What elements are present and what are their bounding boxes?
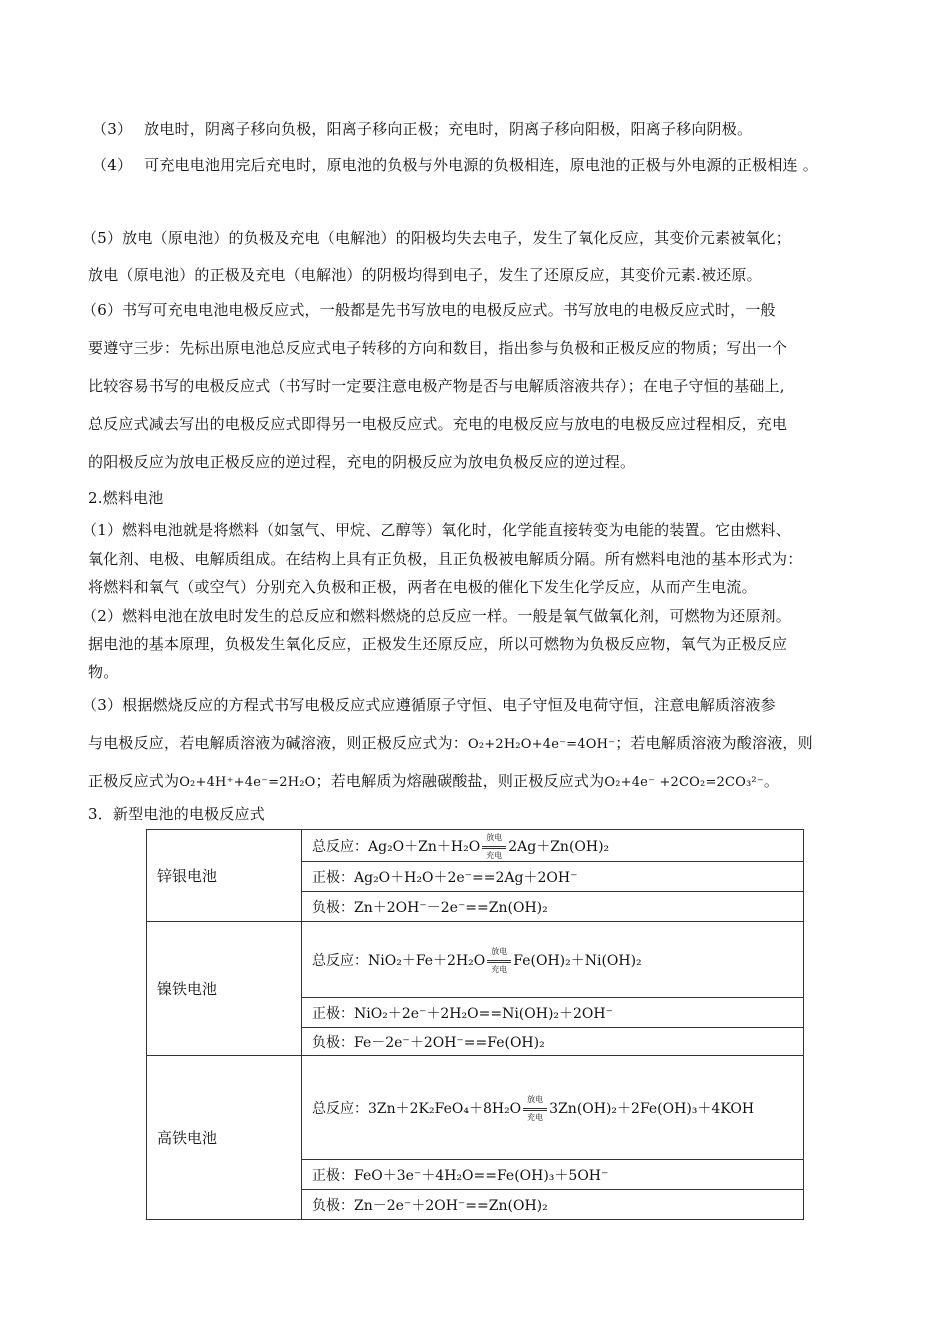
- negative-electrode-cell: 负极：Fe－2e⁻＋2OH⁻==Fe(OH)₂: [302, 1028, 804, 1056]
- text: 。: [763, 772, 780, 790]
- reactants: Ag₂O＋Zn＋H₂O: [368, 838, 481, 855]
- reactants: NiO₂＋Fe＋2H₂O: [368, 952, 486, 969]
- equation-alkaline: O₂+2H₂O+4e⁻=4OH⁻: [468, 737, 616, 752]
- fuel-paragraph-3-line-2: [88, 732, 813, 753]
- fuel-paragraph-2-line-1: （2）燃料电池在放电时发生的总反应和燃料燃烧的总反应一样。一般是氧气做氧化剂，可燃物为还原剂。: [82, 607, 791, 625]
- item-number: （3）: [92, 120, 133, 138]
- battery-name-nickel-iron: 镍铁电池: [147, 922, 302, 1056]
- arrow-label-discharge: 放电: [486, 832, 503, 842]
- total-label: 总反应：: [312, 838, 368, 855]
- section-heading-new-batteries: 3．新型电池的电极反应式: [88, 805, 265, 823]
- table-row: [147, 922, 804, 998]
- table-row: [147, 830, 804, 862]
- item-number: （4）: [92, 156, 133, 174]
- products: 2Ag＋Zn(OH)₂: [508, 838, 610, 855]
- paragraph-3: [92, 118, 752, 139]
- text: 与电极反应，若电解质溶液为碱溶液，则正极反应式为：: [88, 734, 469, 752]
- paragraph-5-line-2: 放电（原电池）的正极及充电（电解池）的阴极均得到电子，发生了还原反应，其变价元素.被还原。: [88, 266, 762, 284]
- fuel-paragraph-2-line-3: 物。: [88, 663, 119, 681]
- fuel-paragraph-1-line-3: 将燃料和氧气（或空气）分别充入负极和正极，两者在电极的催化下发生化学反应，从而产生电流。: [88, 578, 757, 596]
- arrow-label-discharge: 放电: [491, 946, 508, 956]
- products: 3Zn(OH)₂＋2Fe(OH)₃＋4KOH: [549, 1100, 755, 1117]
- total-label: 总反应：: [312, 1100, 368, 1117]
- fuel-paragraph-3-line-1: （3）根据燃烧反应的方程式书写电极反应式应遵循原子守恒、电子守恒及电荷守恒，注意电解质溶液参: [82, 696, 776, 714]
- arrow-label-charge: 充电: [486, 850, 503, 860]
- reversible-arrow-icon: [522, 1094, 548, 1122]
- text: ；若电解质为熔融碳酸盐，则正极反应式为: [315, 772, 605, 790]
- paragraph-text: 可充电电池用完后充电时，原电池的负极与外电源的负极相连，原电池的正极与外电源的正极相连 。: [144, 156, 818, 174]
- paragraph-6-line-3: 比较容易书写的电极反应式（书写时一定要注意电极产物是否与电解质溶液共存）；在电子守恒的基础上,: [88, 377, 785, 395]
- arrow-label-charge: 充电: [491, 964, 508, 974]
- fuel-paragraph-3-line-3: [88, 770, 779, 791]
- paragraph-text: 放电时，阴离子移向负极，阳离子移向正极；充电时，阴离子移向阳极，阳离子移向阴极。: [144, 120, 753, 138]
- negative-electrode-cell: 负极：Zn－2e⁻＋2OH⁻==Zn(OH)₂: [302, 1190, 804, 1220]
- negative-electrode-cell: 负极：Zn＋2OH⁻－2e⁻==Zn(OH)₂: [302, 892, 804, 922]
- arrow-label-discharge: 放电: [527, 1094, 544, 1104]
- arrow-label-charge: 充电: [527, 1112, 544, 1122]
- equation-acidic: O₂+4H⁺+4e⁻=2H₂O: [179, 775, 316, 790]
- paragraph-6-line-5: 的阳极反应为放电正极反应的逆过程，充电的阴极反应为放电负极反应的逆过程。: [88, 453, 636, 471]
- battery-table: [146, 829, 804, 1220]
- reactants: 3Zn＋2K₂FeO₄＋8H₂O: [368, 1100, 522, 1117]
- total-reaction-cell: [302, 1056, 804, 1160]
- equation-carbonate: O₂+4e⁻ +2CO₂=2CO₃²⁻: [604, 775, 764, 790]
- positive-electrode-cell: 正极：NiO₂＋2e⁻＋2H₂O==Ni(OH)₂＋2OH⁻: [302, 998, 804, 1028]
- fuel-paragraph-1-line-2: 氧化剂、电极、电解质组成。在结构上具有正负极，且正负极被电解质分隔。所有燃料电池的基本形式为：: [88, 550, 803, 568]
- table-row: [147, 1056, 804, 1160]
- positive-electrode-cell: 正极：FeO＋3e⁻＋4H₂O==Fe(OH)₃＋5OH⁻: [302, 1160, 804, 1190]
- paragraph-6-line-1: （6）书写可充电电池电极反应式，一般都是先书写放电的电极反应式。书写放电的电极反应式时，一般: [82, 301, 776, 319]
- positive-electrode-cell: 正极：Ag₂O＋H₂O＋2e⁻==2Ag＋2OH⁻: [302, 862, 804, 892]
- reversible-arrow-icon: [481, 832, 507, 860]
- paragraph-4: [92, 154, 818, 175]
- products: Fe(OH)₂＋Ni(OH)₂: [513, 952, 642, 969]
- paragraph-5-line-1: （5）放电（原电池）的负极及充电（电解池）的阳极均失去电子，发生了氧化反应，其变价元素被氧化；: [82, 229, 791, 247]
- paragraph-6-line-2: 要遵守三步：先标出原电池总反应式电子转移的方向和数目，指出参与负极和正极反应的物质；写出一个: [88, 339, 788, 357]
- battery-name-ferrate: 高铁电池: [147, 1056, 302, 1220]
- paragraph-6-line-4: 总反应式减去写出的电极反应式即得另一电极反应式。充电的电极反应与放电的电极反应过程相反，充电: [88, 415, 788, 433]
- section-heading-fuel-cell: 2.燃料电池: [88, 489, 164, 507]
- fuel-paragraph-1-line-1: （1）燃料电池就是将燃料（如氢气、甲烷、乙醇等）氧化时，化学能直接转变为电能的装置。它由燃料、: [82, 521, 791, 539]
- battery-name-zinc-silver: 锌银电池: [147, 830, 302, 922]
- total-label: 总反应：: [312, 952, 368, 969]
- total-reaction-cell: [302, 922, 804, 998]
- total-reaction-cell: [302, 830, 804, 862]
- fuel-paragraph-2-line-2: 据电池的基本原理，负极发生氧化反应，正极发生还原反应，所以可燃物为负极反应物，氧气为正极反应: [88, 635, 788, 653]
- reversible-arrow-icon: [486, 946, 512, 974]
- text: ；若电解质溶液为酸溶液，则: [615, 734, 813, 752]
- text: 正极反应式为: [88, 772, 180, 790]
